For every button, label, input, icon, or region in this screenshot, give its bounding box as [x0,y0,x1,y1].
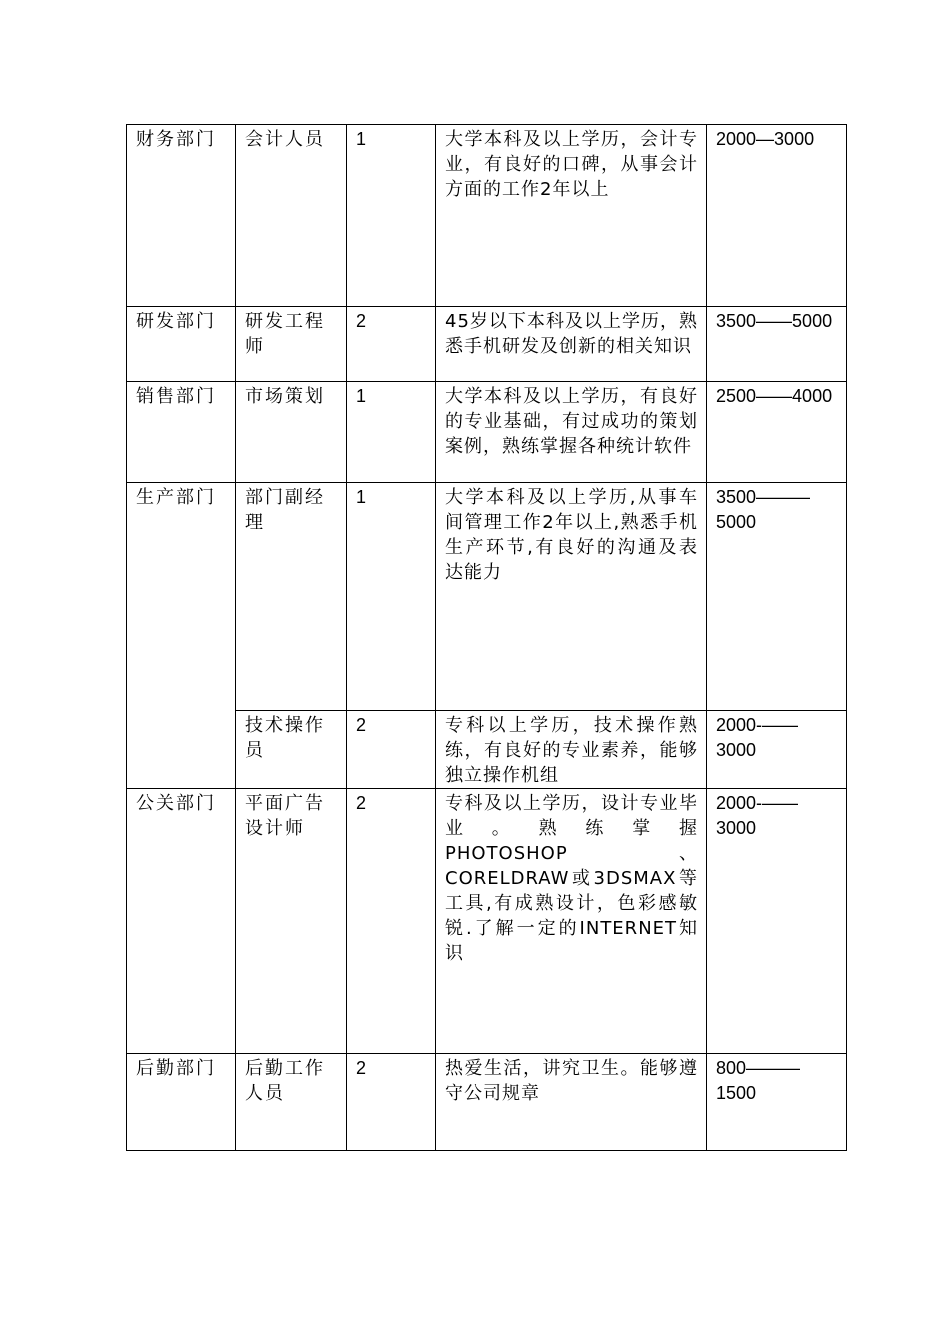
table-row [127,1054,847,1151]
requirement-cell: 45岁以下本科及以上学历，熟悉手机研发及创新的相关知识 [436,307,707,382]
headcount-cell: 2 [347,307,436,382]
table-row [127,125,847,307]
department-cell: 销售部门 [127,382,236,483]
requirement-cell: 大学本科及以上学历，有良好的专业基础，有过成功的策划案例，熟练掌握各种统计软件 [436,382,707,483]
requirement-cell: 大学本科及以上学历,从事车间管理工作2年以上,熟悉手机生产环节,有良好的沟通及表达能力 [436,483,707,711]
salary-cell: 800———1500 [707,1054,847,1151]
headcount-cell: 1 [347,483,436,711]
table-row [127,789,847,1054]
salary-cell: 3500———5000 [707,483,847,711]
salary-cell: 3500——5000 [707,307,847,382]
department-cell: 财务部门 [127,125,236,307]
position-cell: 市场策划 [236,382,347,483]
headcount-cell: 1 [347,125,436,307]
position-cell: 技术操作员 [236,711,347,789]
salary-cell: 2500——4000 [707,382,847,483]
department-cell: 后勤部门 [127,1054,236,1151]
salary-cell: 2000-——3000 [707,789,847,1054]
headcount-cell: 2 [347,789,436,1054]
position-cell: 会计人员 [236,125,347,307]
requirement-cell: 大学本科及以上学历，会计专业，有良好的口碑，从事会计方面的工作2年以上 [436,125,707,307]
headcount-cell: 2 [347,711,436,789]
requirement-cell: 专科及以上学历，设计专业毕业。熟练掌握PHOTOSHOP、CORELDRAW或3DSMAX等工具,有成熟设计，色彩感敏锐.了解一定的INTERNET知识 [436,789,707,1054]
table-row [127,483,847,711]
table-row [127,307,847,382]
headcount-cell: 2 [347,1054,436,1151]
headcount-cell: 1 [347,382,436,483]
salary-cell: 2000-——3000 [707,711,847,789]
department-cell: 生产部门 [127,483,236,789]
position-cell: 研发工程师 [236,307,347,382]
position-cell: 后勤工作人员 [236,1054,347,1151]
position-cell: 部门副经理 [236,483,347,711]
recruitment-table [126,124,847,1151]
department-cell: 研发部门 [127,307,236,382]
table-row [127,382,847,483]
requirement-cell: 热爱生活，讲究卫生。能够遵守公司规章 [436,1054,707,1151]
requirement-cell: 专科以上学历，技术操作熟练，有良好的专业素养，能够独立操作机组 [436,711,707,789]
salary-cell: 2000—3000 [707,125,847,307]
position-cell: 平面广告设计师 [236,789,347,1054]
department-cell: 公关部门 [127,789,236,1054]
